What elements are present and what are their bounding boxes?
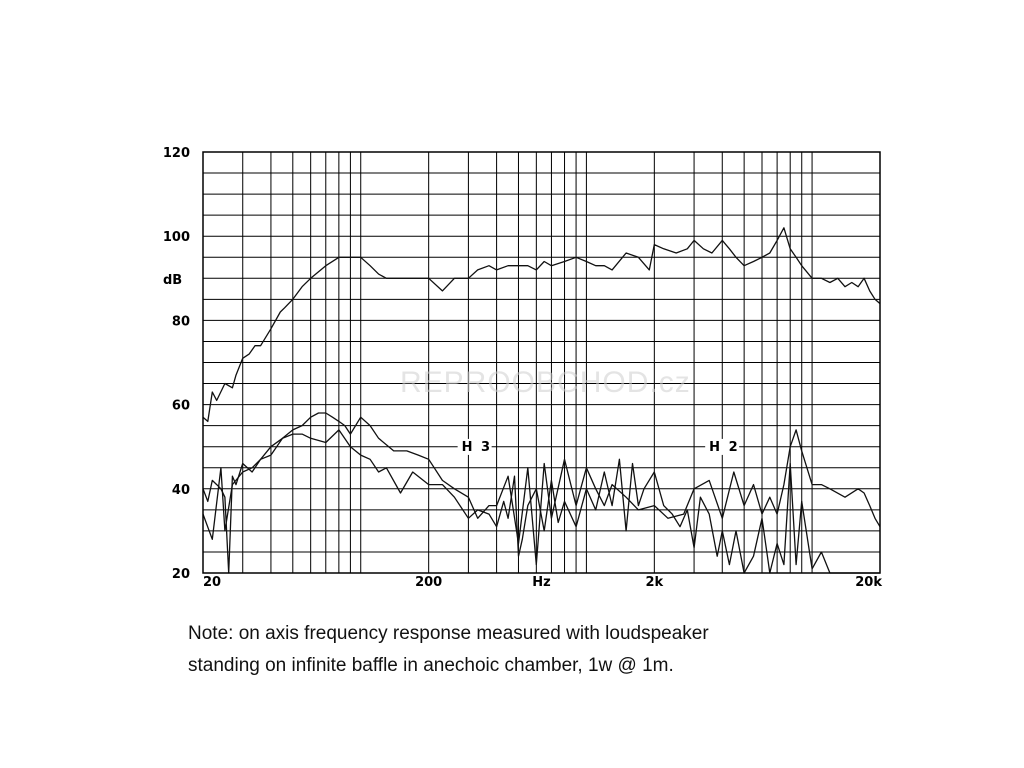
chart-note [188, 618, 968, 682]
chart-series [203, 228, 880, 573]
x-tick-label: 2k [645, 575, 664, 590]
x-tick-label: 20k [855, 575, 882, 590]
y-tick-label: 120 [162, 146, 190, 161]
y-tick-label: 60 [171, 398, 190, 414]
y-tick-label: 100 [162, 230, 190, 246]
series-annotation: H 3 [461, 439, 493, 455]
note-line-1: Note: on axis frequency response measured with loudspeaker [188, 623, 709, 644]
series-annotation: H 2 [709, 439, 740, 455]
y-axis-label: dB [163, 273, 183, 288]
watermark-text: REPROOBCHOD.cz [400, 366, 691, 399]
y-tick-label: 20 [171, 567, 190, 582]
x-tick-label: 20 [203, 575, 222, 590]
x-axis-label: Hz [532, 575, 551, 590]
y-tick-label: 40 [171, 482, 190, 498]
note-line-2: standing on infinite baffle in anechoic chamber, 1w @ 1m. [188, 655, 674, 676]
x-tick-label: 200 [415, 575, 443, 590]
y-tick-label: 80 [171, 314, 190, 330]
